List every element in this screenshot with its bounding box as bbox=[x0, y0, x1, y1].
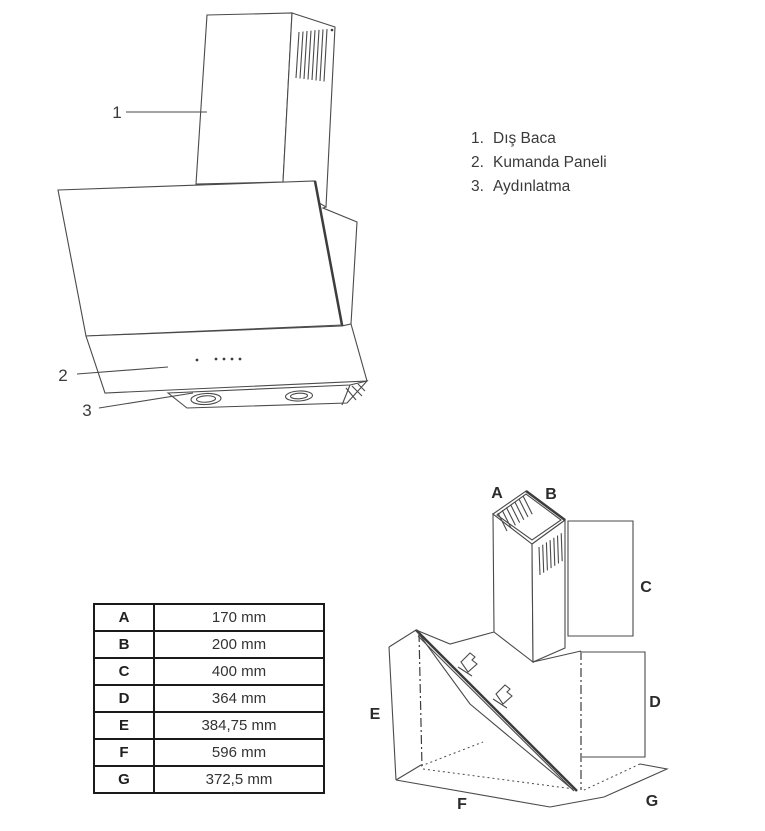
dim-key-cell: F bbox=[94, 739, 154, 766]
legend-label: Aydınlatma bbox=[493, 178, 571, 195]
hood-illustration bbox=[0, 0, 400, 440]
table-row bbox=[94, 631, 324, 658]
legend-number: 1. bbox=[471, 130, 484, 147]
callout-2-number: 2 bbox=[58, 366, 68, 385]
callout-1-number: 1 bbox=[112, 103, 122, 122]
iso-glass-edge bbox=[416, 630, 577, 791]
dim-label-d: D bbox=[649, 694, 661, 711]
dim-e-axis-line bbox=[419, 633, 422, 768]
parts-legend bbox=[471, 130, 607, 202]
dim-value-cell: 384,75 mm bbox=[154, 712, 324, 739]
dim-c-bracket bbox=[568, 521, 633, 636]
dim-label-c: C bbox=[640, 579, 652, 596]
iso-chimney-duct bbox=[493, 491, 565, 662]
legend-item-1 bbox=[471, 130, 607, 148]
dimensions-table bbox=[93, 603, 325, 794]
mounting-bracket-icon bbox=[493, 685, 512, 708]
chimney-duct bbox=[196, 13, 335, 207]
dim-value-cell: 364 mm bbox=[154, 685, 324, 712]
dim-label-a: A bbox=[491, 485, 503, 502]
dim-d-bracket bbox=[582, 652, 645, 757]
table-row bbox=[94, 658, 324, 685]
legend-number: 2. bbox=[471, 154, 484, 171]
callout-1 bbox=[112, 103, 207, 122]
table-row bbox=[94, 739, 324, 766]
dim-label-e: E bbox=[369, 706, 381, 723]
legend-item-3 bbox=[471, 178, 607, 196]
dim-key-cell: B bbox=[94, 631, 154, 658]
legend-label: Dış Baca bbox=[493, 130, 556, 147]
dim-value-cell: 170 mm bbox=[154, 604, 324, 631]
dim-value-cell: 372,5 mm bbox=[154, 766, 324, 793]
mounting-bracket-icon bbox=[458, 653, 477, 676]
table-row bbox=[94, 766, 324, 793]
dim-key-cell: D bbox=[94, 685, 154, 712]
table-row bbox=[94, 685, 324, 712]
callout-3-number: 3 bbox=[82, 401, 92, 420]
dim-value-cell: 400 mm bbox=[154, 658, 324, 685]
dim-value-cell: 596 mm bbox=[154, 739, 324, 766]
table-row bbox=[94, 604, 324, 631]
legend-item-2 bbox=[471, 154, 607, 172]
legend-number: 3. bbox=[471, 178, 484, 195]
control-panel bbox=[86, 324, 367, 393]
dim-label-g: G bbox=[645, 793, 659, 810]
dim-key-cell: C bbox=[94, 658, 154, 685]
dim-label-b: B bbox=[545, 486, 557, 503]
legend-label: Kumanda Paneli bbox=[493, 154, 607, 171]
glass-front-panel bbox=[58, 181, 351, 337]
rivet-dot bbox=[331, 29, 334, 32]
dim-key-cell: E bbox=[94, 712, 154, 739]
dim-key-cell: A bbox=[94, 604, 154, 631]
dim-label-f: F bbox=[457, 796, 467, 813]
dim-key-cell: G bbox=[94, 766, 154, 793]
dimension-drawing bbox=[370, 470, 680, 820]
table-row bbox=[94, 712, 324, 739]
dim-value-cell: 200 mm bbox=[154, 631, 324, 658]
